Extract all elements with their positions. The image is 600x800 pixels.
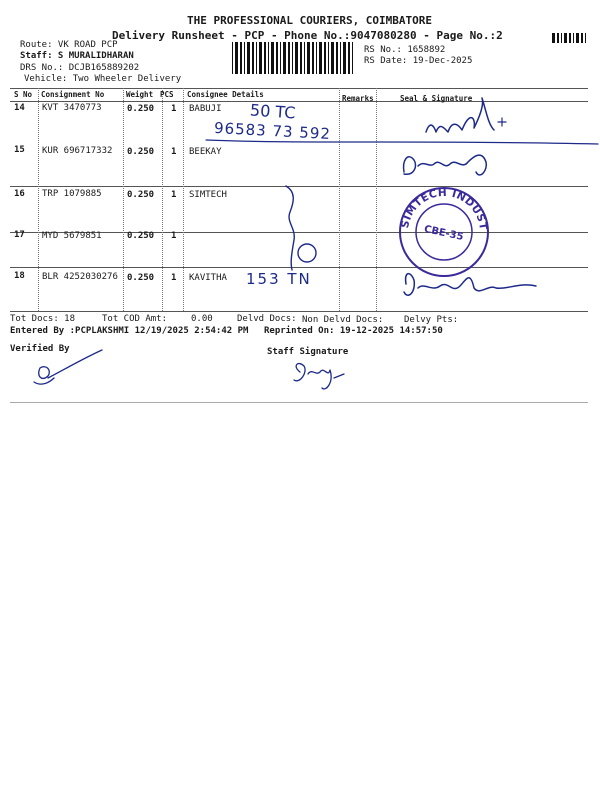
table-row-consignment: BLR 4252030276 bbox=[42, 272, 118, 282]
svg-text:SIMTECH INDUSTRIES bbox=[390, 171, 489, 231]
total-docs: Tot Docs: 18 bbox=[10, 314, 76, 324]
drs-number: DRS No.: DCJB165889202 bbox=[20, 63, 140, 73]
delivered-docs: Delvd Docs: bbox=[237, 314, 297, 324]
table-row-pcs: 1 bbox=[171, 147, 177, 157]
runsheet-subtitle: Delivery Runsheet - PCP - Phone No.:9047080280 - Page No.:2 bbox=[112, 29, 503, 42]
entered-by: Entered By :PCPLAKSHMI 12/19/2025 2:54:42 PM bbox=[10, 326, 249, 336]
table-row-sno: 14 bbox=[14, 103, 25, 113]
page-bottom-rule bbox=[10, 402, 588, 403]
table-row-consignee: KAVITHA bbox=[189, 273, 227, 283]
table-row-pcs: 1 bbox=[171, 104, 177, 114]
col-header-consignee: Consignee Details bbox=[187, 90, 264, 99]
stamp-text: SIMTECH INDUSTRIES bbox=[389, 171, 490, 232]
handwritten-note: 50 TC bbox=[249, 100, 297, 123]
rs-number: RS No.: 1658892 bbox=[364, 45, 446, 55]
delivery-points: Delvy Pts: bbox=[404, 315, 459, 325]
col-header-weight: Weight bbox=[126, 90, 154, 99]
rs-date: RS Date: 19-Dec-2025 bbox=[364, 56, 473, 66]
handwritten-phone-note: 96583 73 592 bbox=[213, 118, 332, 144]
table-row-weight: 0.250 bbox=[127, 104, 155, 114]
table-row-pcs: 1 bbox=[171, 190, 177, 200]
table-row-sno: 16 bbox=[14, 189, 25, 199]
vehicle-label: Vehicle: Two Wheeler Delivery bbox=[24, 74, 182, 84]
col-header-pcs: PCS bbox=[160, 90, 174, 99]
table-row-weight: 0.250 bbox=[127, 273, 155, 283]
non-delivered-docs: Non Delvd Docs: bbox=[302, 315, 384, 325]
table-row-consignee: BABUJI bbox=[189, 104, 222, 114]
table-row-weight: 0.250 bbox=[127, 231, 155, 241]
company-seal-stamp bbox=[389, 171, 494, 280]
table-row-consignment: KUR 696717332 bbox=[42, 146, 113, 156]
table-row-consignee: BEEKAY bbox=[189, 147, 222, 157]
table-row-pcs: 1 bbox=[171, 231, 177, 241]
table-row-weight: 0.250 bbox=[127, 190, 155, 200]
table-row-pcs: 1 bbox=[171, 273, 177, 283]
staff-label: Staff: S MURALIDHARAN bbox=[20, 51, 134, 61]
total-cod-label: Tot COD Amt: bbox=[102, 314, 168, 324]
col-header-remarks: Remarks bbox=[342, 94, 374, 103]
col-header-consignment: Consignment No bbox=[41, 90, 105, 99]
staff-signature-label: Staff Signature bbox=[267, 347, 349, 357]
table-row-sno: 18 bbox=[14, 271, 25, 281]
stamp-code: CBE-35 bbox=[423, 223, 465, 243]
verified-by-label: Verified By bbox=[10, 344, 70, 354]
reprinted-on: Reprinted On: 19-12-2025 14:57:50 bbox=[264, 326, 443, 336]
table-row-sno: 17 bbox=[14, 230, 25, 240]
table-row-sno: 15 bbox=[14, 145, 25, 155]
handwritten-note: 153 TN bbox=[246, 270, 312, 288]
table-row-consignee: SIMTECH bbox=[189, 190, 227, 200]
table-row-weight: 0.250 bbox=[127, 147, 155, 157]
table-row-consignment: KVT 3470773 bbox=[42, 103, 102, 113]
total-cod-value: 0.00 bbox=[191, 314, 213, 324]
table-row-consignment: TRP 1079885 bbox=[42, 189, 102, 199]
col-header-seal-signature: Seal & Signature bbox=[400, 94, 473, 103]
table-row-consignment: MYD 5679851 bbox=[42, 231, 102, 241]
company-title: THE PROFESSIONAL COURIERS, COIMBATORE bbox=[187, 14, 433, 27]
route-label: Route: VK ROAD PCP bbox=[20, 40, 118, 50]
col-header-sno: S No bbox=[14, 90, 33, 99]
